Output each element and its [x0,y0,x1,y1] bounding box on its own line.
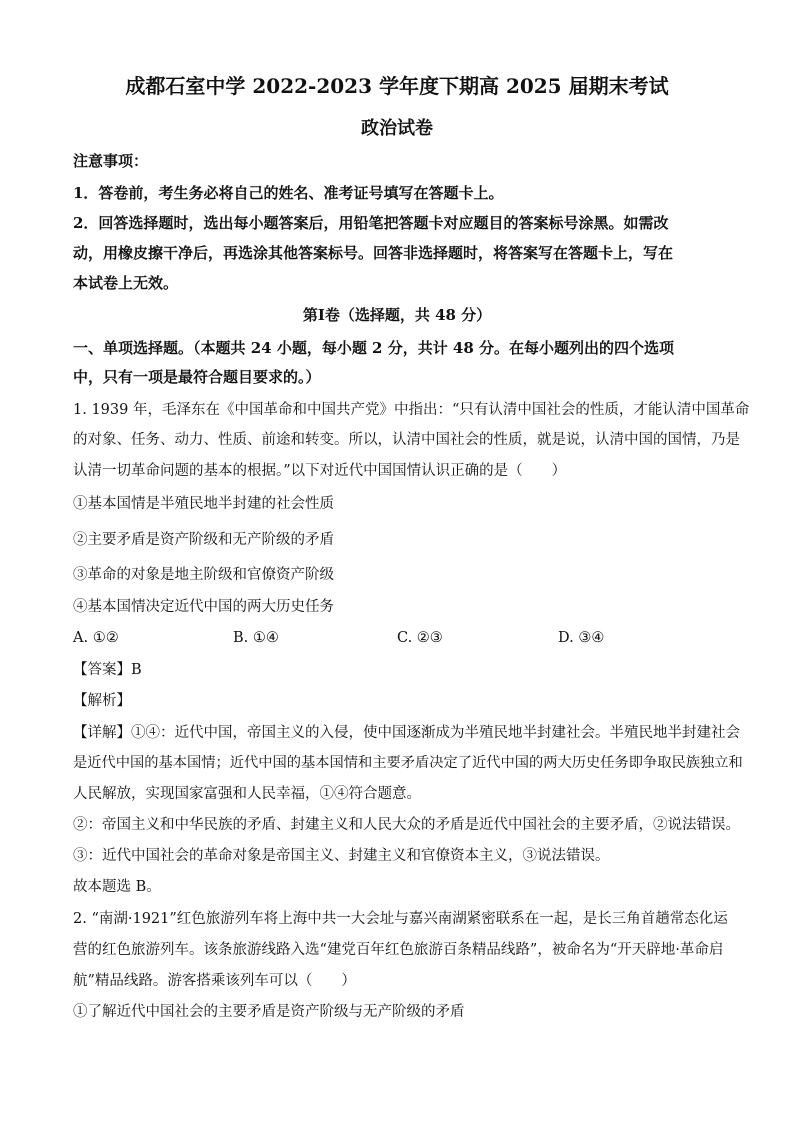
detail-line: 【详解】①④：近代中国，帝国主义的入侵，使中国逐渐成为半殖民地半封建社会。半殖民地半封建社会 [73,725,740,741]
exam-subtitle: 政治试卷 [361,118,433,139]
question-stem: 营的红色旅游列车。该条旅游线路入选“建党百年红色旅游百条精品线路”，被命名为“开天辟地·革命启 [73,942,724,958]
question-stem: 的对象、任务、动力、性质、前途和转变。所以，认清中国社会的性质，就是说，认清中国的国情，乃是 [73,432,740,448]
option-c: C. ②③ [397,630,443,646]
section-instruction: 中，只有一项是最符合题目要求的。） [73,368,321,386]
notice-item: 2．回答选择题时，选出每小题答案后，用铅笔把答题卡对应题目的答案标号涂黑。如需改 [73,214,669,232]
detail-line: 故本题选 B。 [73,879,161,895]
question-statement: ①了解近代中国社会的主要矛盾是资产阶级与无产阶级的矛盾 [73,1004,465,1020]
notice-heading: 注意事项： [73,152,149,170]
detail-line: 是近代中国的基本国情；近代中国的基本国情和主要矛盾决定了近代中国的两大历史任务即争取民族独立和 [73,755,743,771]
question-stem: 认清一切革命问题的基本的根据。”以下对近代中国国情认识正确的是（ ） [73,463,567,479]
question-statement: ①基本国情是半殖民地半封建的社会性质 [73,496,334,512]
option-b: B. ①④ [233,630,279,646]
question-statement: ②主要矛盾是资产阶级和无产阶级的矛盾 [73,532,334,548]
notice-item: 动，用橡皮擦干净后，再选涂其他答案标号。回答非选择题时，将答案写在答题卡上，写在 [73,244,674,262]
question-statement: ③革命的对象是地主阶级和官僚资产阶级 [73,567,334,583]
option-d: D. ③④ [558,630,605,646]
question-statement: ④基本国情决定近代中国的两大历史任务 [73,599,334,615]
answer-label: 【答案】B [73,662,142,678]
notice-item: 1．答卷前，考生务必将自己的姓名、准考证号填写在答题卡上。 [73,184,504,202]
question-stem: 1. 1939 年，毛泽东在《中国革命和中国共产党》中指出：“只有认清中国社会的性质，才能认清中国革命 [73,402,750,418]
section-instruction: 一、单项选择题。（本题共 24 小题，每小题 2 分，共计 48 分。在每小题列出的四个选项 [73,339,675,357]
question-stem: 2. “南湖·1921”红色旅游列车将上海中共一大会址与嘉兴南湖紧密联系在一起，是长三角首趟常态化运 [73,911,728,927]
detail-line: ③：近代中国社会的革命对象是帝国主义、封建主义和官僚资本主义，③说法错误。 [73,848,610,864]
exam-title: 成都石室中学 2022-2023 学年度下期高 2025 届期末考试 [125,74,669,98]
analysis-label: 【解析】 [73,693,131,709]
detail-line: ②：帝国主义和中华民族的矛盾、封建主义和人民大众的矛盾是近代中国社会的主要矛盾，②说法错误。 [73,817,740,833]
detail-line: 人民解放，实现国家富强和人民幸福，①④符合题意。 [73,786,421,802]
notice-item: 本试卷上无效。 [73,274,179,292]
question-stem: 航”精品线路。游客搭乘该列车可以（ ） [73,973,356,989]
section-title: 第Ⅰ卷（选择题，共 48 分） [302,306,492,324]
option-a: A. ①② [73,630,119,646]
